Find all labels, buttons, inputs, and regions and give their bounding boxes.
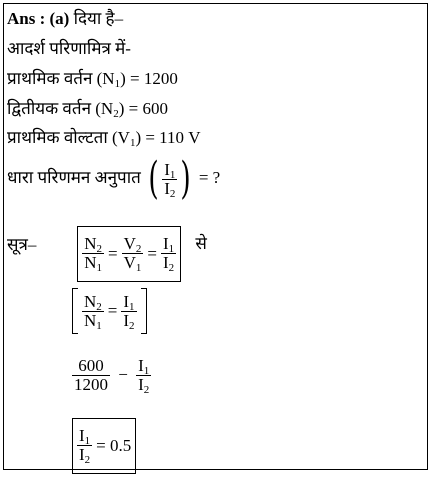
current-ratio-fraction: $\frac{I_1}{I_2}$ bbox=[164, 159, 176, 200]
right-paren: ) bbox=[180, 153, 192, 205]
primary-turns-sub: 1 bbox=[114, 78, 121, 90]
answer-line bbox=[7, 9, 123, 29]
secondary-turns-label: द्वितीयक वर्तन (N bbox=[7, 99, 114, 118]
equals-sign: = bbox=[107, 301, 118, 320]
n-fraction: $\frac{N_2}{N_1}$ bbox=[84, 234, 103, 274]
result-value: = 0.5 bbox=[96, 435, 132, 455]
left-paren: ( bbox=[148, 153, 159, 205]
answer-label: Ans : (a) bbox=[7, 9, 70, 28]
formula-line bbox=[7, 220, 207, 282]
primary-turns-value: ) = 1200 bbox=[120, 69, 178, 88]
primary-turns bbox=[7, 69, 178, 89]
answer-text: दिया है– bbox=[73, 9, 124, 28]
primary-voltage-value: ) = 110 V bbox=[135, 128, 201, 147]
minus-sign: − bbox=[118, 365, 128, 385]
v-fraction: $\frac{V_2}{V_1}$ bbox=[123, 234, 142, 274]
step1-i-fraction: $\frac{I_1}{I_2}$ bbox=[123, 291, 135, 332]
secondary-turns bbox=[7, 99, 168, 119]
step2-i-fraction: $\frac{I_1}{I_2}$ bbox=[138, 355, 150, 396]
primary-voltage bbox=[7, 128, 201, 148]
result-box bbox=[72, 418, 136, 474]
current-ratio-rhs: = ? bbox=[198, 168, 221, 187]
result-line bbox=[72, 412, 136, 474]
step2-number-fraction: $\frac{600}{1200}$ bbox=[74, 355, 108, 394]
current-ratio-line bbox=[7, 153, 221, 205]
result-i-fraction: $\frac{I_1}{I_2}$ bbox=[79, 426, 91, 466]
equals-sign: = bbox=[108, 243, 118, 263]
formula-label: सूत्र– bbox=[7, 235, 37, 255]
formula-box bbox=[77, 226, 181, 282]
step1-line bbox=[72, 286, 147, 354]
current-ratio-label: धारा परिणमन अनुपात bbox=[7, 168, 141, 187]
i-fraction: $\frac{I_1}{I_2}$ bbox=[163, 234, 175, 274]
primary-turns-label: प्राथमिक वर्तन (N bbox=[7, 69, 115, 88]
equals-sign: = bbox=[147, 243, 157, 263]
given-heading: आदर्श परिणामित्र में- bbox=[7, 39, 131, 58]
step1-bracket bbox=[72, 286, 147, 336]
secondary-turns-sub: 2 bbox=[113, 108, 119, 120]
secondary-turns-value: ) = 600 bbox=[118, 99, 168, 118]
step1-n-fraction: $\frac{N_2}{N_1}$ bbox=[84, 291, 102, 332]
formula-suffix: से bbox=[195, 234, 207, 253]
primary-voltage-sub: 1 bbox=[129, 137, 136, 149]
primary-voltage-label: प्राथमिक वोल्टता (V bbox=[7, 128, 130, 147]
step2-line bbox=[72, 350, 151, 399]
